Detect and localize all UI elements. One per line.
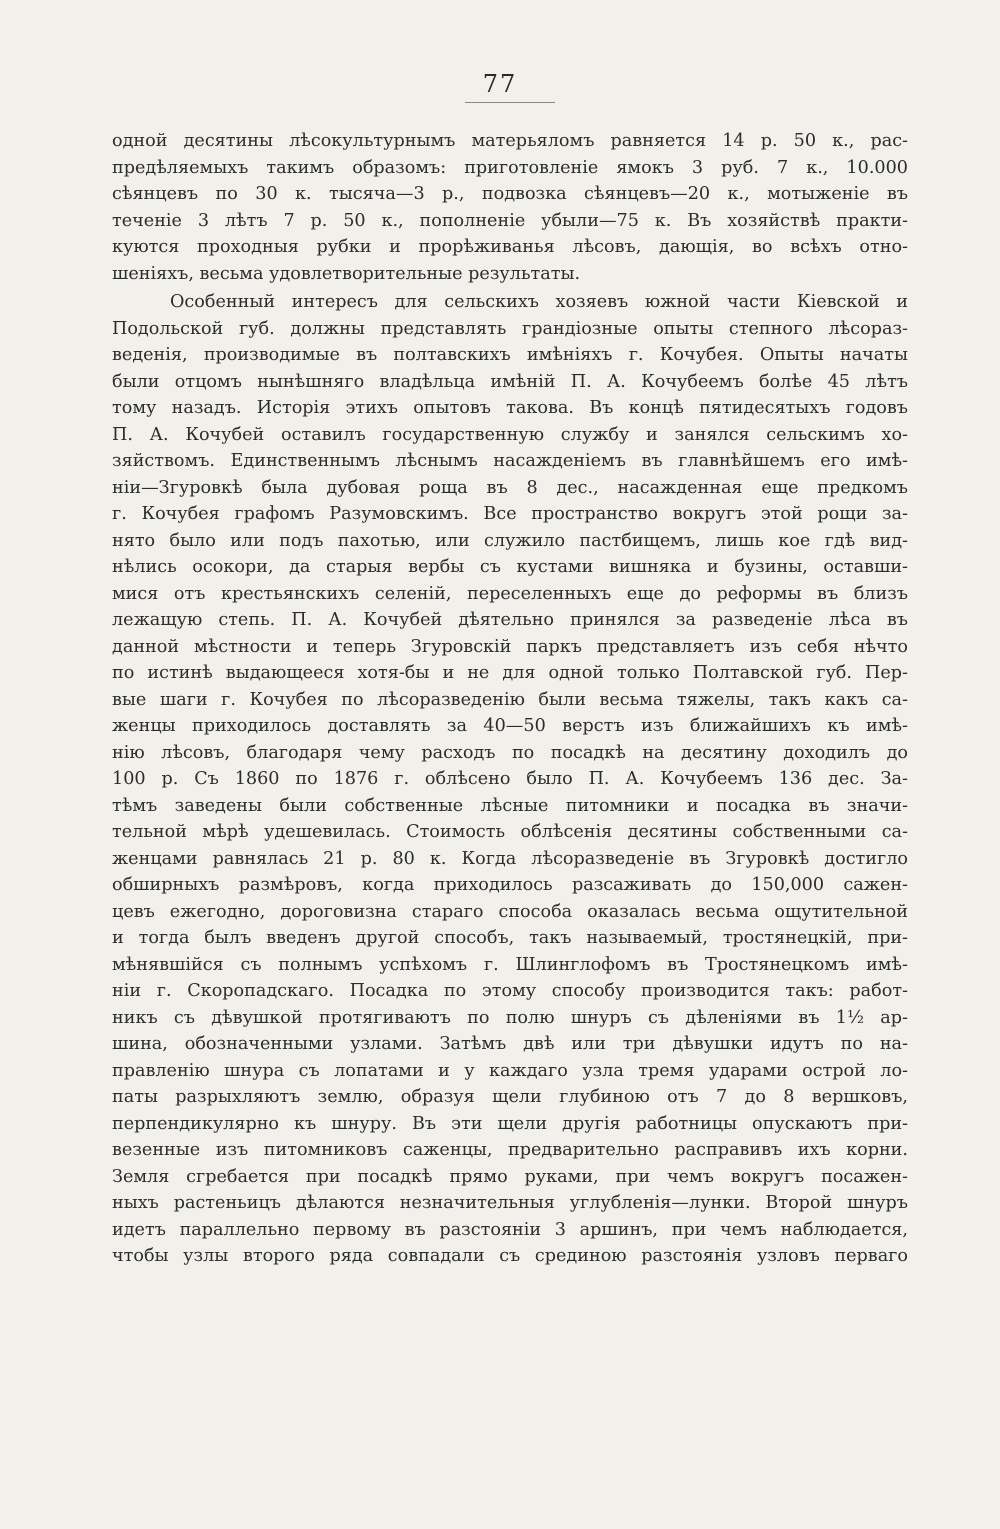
text-line: данной мѣстности и теперь Згуровскій паркъ представляетъ изъ себя нѣчто	[112, 636, 908, 657]
text-line: нѣлись осокори, да старыя вербы съ кустами вишняка и бузины, оставши-	[112, 557, 908, 577]
text-line: были отцомъ нынѣшняго владѣльца имѣній П. А. Кочубеемъ болѣе 45 лѣтъ	[112, 371, 908, 392]
text-line: ніи—Згуровкѣ была дубовая роща въ 8 дес., насажденная еще предкомъ	[112, 477, 908, 498]
text-line: вые шаги г. Кочубея по лѣсоразведенію были весьма тяжелы, такъ какъ са-	[112, 689, 908, 710]
text-line: лежащую степь. П. А. Кочубей дѣятельно принялся за разведеніе лѣса въ	[112, 610, 908, 630]
text-line: одной десятины лѣсокультурнымъ матерьяломъ равняется 14 р. 50 к., рас-	[112, 131, 908, 151]
text-line: шина, обозначенными узлами. Затѣмъ двѣ или три дѣвушки идутъ по на-	[112, 1034, 908, 1054]
text-line: идетъ параллельно первому въ разстояніи 3 аршинъ, при чемъ наблюдается,	[112, 1219, 908, 1240]
text-line: нію лѣсовъ, благодаря чему расходъ по посадкѣ на десятину доходилъ до	[112, 742, 908, 763]
text-line: перпендикулярно къ шнуру. Въ эти щели другія работницы опускаютъ при-	[112, 1113, 908, 1134]
text-line: ніи г. Скоропадскаго. Посадка по этому способу производится такъ: работ-	[112, 981, 908, 1001]
text-line: по истинѣ выдающееся хотя-бы и не для одной только Полтавской губ. Пер-	[112, 663, 908, 683]
header-rule	[465, 102, 555, 103]
text-line: Особенный интересъ для сельскихъ хозяевъ южной части Кіевской и	[170, 292, 908, 312]
text-line: правленію шнура съ лопатами и у каждаго узла тремя ударами острой ло-	[112, 1060, 908, 1081]
text-line: Земля сгребается при посадкѣ прямо руками, при чемъ вокругъ посажен-	[112, 1166, 908, 1187]
text-line: Подольской губ. должны представлять грандіозные опыты степного лѣсораз-	[112, 318, 908, 339]
text-line: 100 р. Съ 1860 по 1876 г. облѣсено было П. А. Кочубеемъ 136 дес. За-	[112, 769, 908, 789]
text-line: тѣмъ заведены были собственные лѣсные питомники и посадка въ значи-	[112, 795, 908, 816]
text-line: зяйствомъ. Единственнымъ лѣснымъ насажденіемъ въ главнѣйшемъ его имѣ-	[112, 451, 908, 471]
text-line: женцами равнялась 21 р. 80 к. Когда лѣсоразведеніе въ Згуровкѣ достигло	[112, 848, 908, 869]
text-line: г. Кочубея графомъ Разумовскимъ. Все пространство вокругъ этой рощи за-	[112, 504, 908, 524]
text-line: теченіе 3 лѣтъ 7 р. 50 к., пополненіе убыли—75 к. Въ хозяйствѣ практи-	[112, 210, 908, 231]
text-line: ныхъ растеньицъ дѣлаются незначительныя углубленія—лунки. Второй шнуръ	[112, 1193, 908, 1213]
text-line: шеніяхъ, весьма удовлетворительные результаты.	[112, 263, 581, 284]
text-line: и тогда былъ введенъ другой способъ, такъ называемый, тростянецкій, при-	[112, 928, 908, 948]
text-line: никъ съ дѣвушкой протягиваютъ по полю шнуръ съ дѣленіями въ 1½ ар-	[112, 1007, 908, 1028]
text-line: тому назадъ. Исторія этихъ опытовъ такова. Въ концѣ пятидесятыхъ годовъ	[112, 398, 908, 418]
text-line: предѣляемыхъ такимъ образомъ: приготовленіе ямокъ 3 руб. 7 к., 10.000	[112, 157, 908, 178]
text-line: мѣнявшійся съ полнымъ успѣхомъ г. Шлинглофомъ въ Тростянецкомъ имѣ-	[112, 954, 908, 975]
text-line: везенные изъ питомниковъ саженцы, предварительно расправивъ ихъ корни.	[112, 1140, 908, 1160]
text-line: куются проходныя рубки и прорѣживанья лѣсовъ, дающія, во всѣхъ отно-	[112, 237, 908, 257]
text-line: веденія, производимые въ полтавскихъ имѣніяхъ г. Кочубея. Опыты начаты	[112, 345, 908, 365]
text-line: паты разрыхляютъ землю, образуя щели глубиною отъ 7 до 8 вершковъ,	[112, 1087, 908, 1107]
text-line: обширныхъ размѣровъ, когда приходилось разсаживать до 150,000 сажен-	[112, 875, 908, 895]
text-line: тельной мѣрѣ удешевилась. Стоимость облѣсенія десятины собственными са-	[112, 822, 908, 842]
text-line: цевъ ежегодно, дороговизна стараго способа оказалась весьма ощутительной	[112, 901, 908, 922]
text-line: чтобы узлы второго ряда совпадали съ срединою разстоянія узловъ перваго	[112, 1246, 908, 1266]
text-line: П. А. Кочубей оставилъ государственную службу и занялся сельскимъ хо-	[112, 424, 908, 445]
text-line: женцы приходилось доставлять за 40—50 верстъ изъ ближайшихъ къ имѣ-	[112, 716, 908, 736]
text-line: нято было или подъ пахотью, или служило пастбищемъ, лишь кое гдѣ вид-	[112, 530, 908, 551]
text-line: мися отъ крестьянскихъ селеній, переселенныхъ еще до реформы въ близъ	[112, 583, 908, 604]
text-line: сѣянцевъ по 30 к. тысяча—3 р., подвозка сѣянцевъ—20 к., мотыженіе въ	[112, 184, 908, 204]
page-number: 77	[482, 70, 518, 98]
body-text	[112, 128, 908, 1270]
